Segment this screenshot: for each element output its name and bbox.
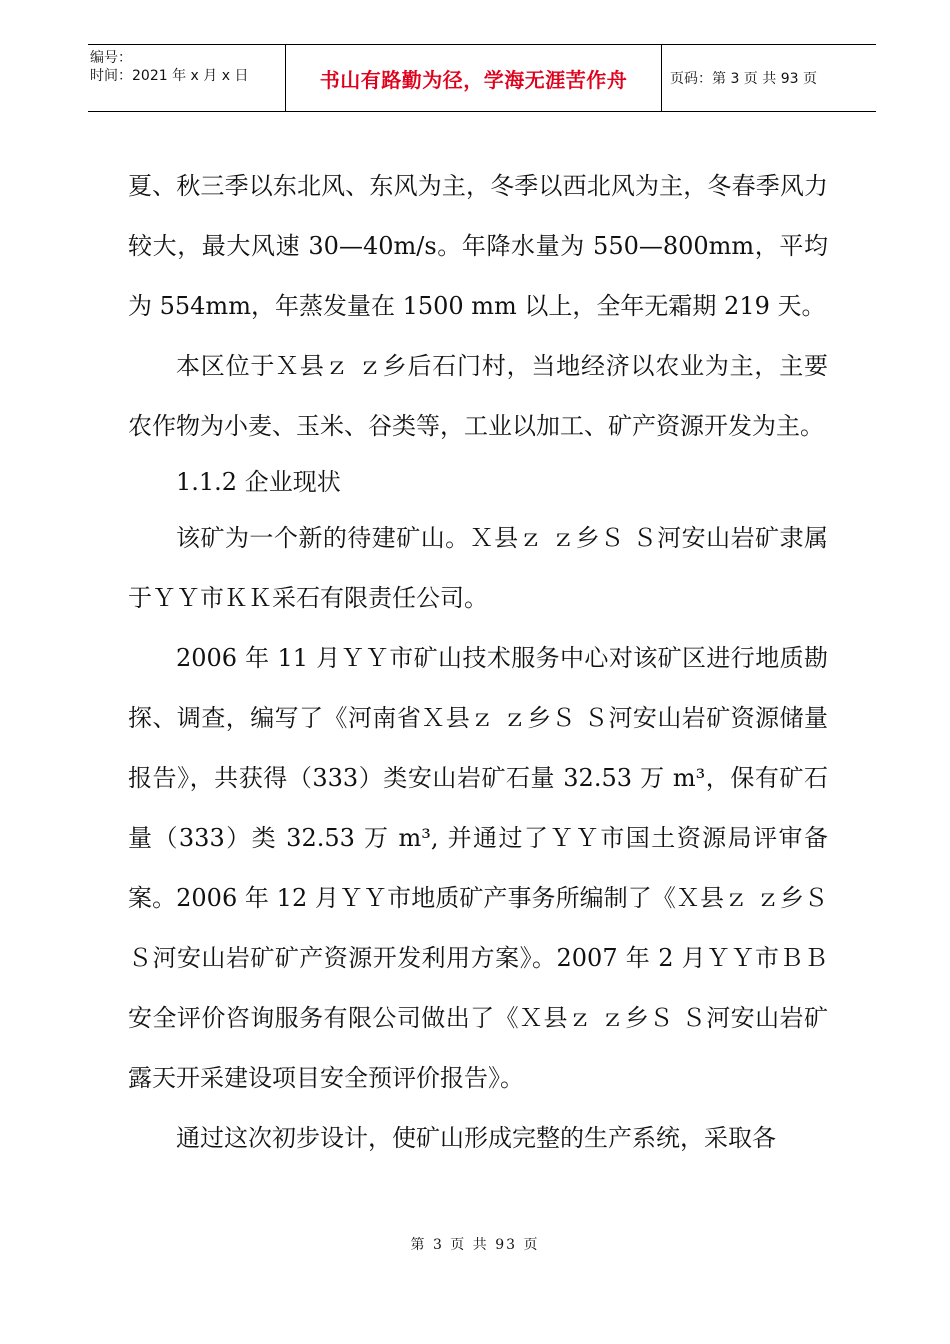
header-meta	[88, 45, 286, 111]
paragraph-climate: 夏、秋三季以东北风、东风为主，冬季以西北风为主，冬春季风力较大，最大风速 30—40m/s。年降水量为 550—800mm，平均为 554mm，年蒸发量在 1500 mm 以上，全年无霜期 219 天。	[128, 172, 828, 320]
paragraph-design: 通过这次初步设计，使矿山形成完整的生产系统，采取各	[176, 1124, 776, 1152]
paragraph-mine-status: 该矿为一个新的待建矿山。Ｘ县ｚ ｚ乡Ｓ Ｓ河安山岩矿隶属于ＹＹ市ＫＫ采石有限责任公司。	[128, 524, 828, 612]
section-heading: 1.1.2 企业现状	[176, 468, 341, 496]
document-number-label: 编号：	[90, 50, 132, 66]
document-time-label: 时间：2021 年 x 月 x 日	[90, 68, 249, 84]
paragraph-history: 2006 年 11 月ＹＹ市矿山技术服务中心对该矿区进行地质勘探、调查，编写了《河南省Ｘ县ｚ ｚ乡Ｓ Ｓ河安山岩矿资源储量报告》，共获得（333）类安山岩矿石量 32.53 万 m³，保有矿石量（333）类 32.53 万 m³, 并通过了ＹＹ市国土资源局评审备案。2006 年 12 月ＹＹ市地质矿产事务所编制了《Ｘ县ｚ ｚ乡ＳＳ河安山岩矿矿产资源开发利用方案》。2007 年 2 月ＹＹ市ＢＢ安全评价咨询服务有限公司做出了《Ｘ县ｚ ｚ乡Ｓ Ｓ河安山岩矿露天开采建设项目安全预评价报告》。	[128, 644, 828, 1092]
paragraph-location: 本区位于Ｘ县ｚ ｚ乡后石门村，当地经济以农业为主，主要农作物为小麦、玉米、谷类等，工业以加工、矿产资源开发为主。	[128, 352, 828, 440]
page-footer: 第 3 页 共 93 页	[410, 1237, 540, 1253]
header-page-number: 页码：第 3 页 共 93 页	[670, 71, 817, 87]
document-body	[128, 156, 828, 1168]
page-header	[88, 44, 876, 112]
header-motto: 书山有路勤为径，学海无涯苦作舟	[319, 67, 628, 92]
header-page-cell	[662, 45, 876, 111]
header-motto-cell	[286, 45, 662, 111]
